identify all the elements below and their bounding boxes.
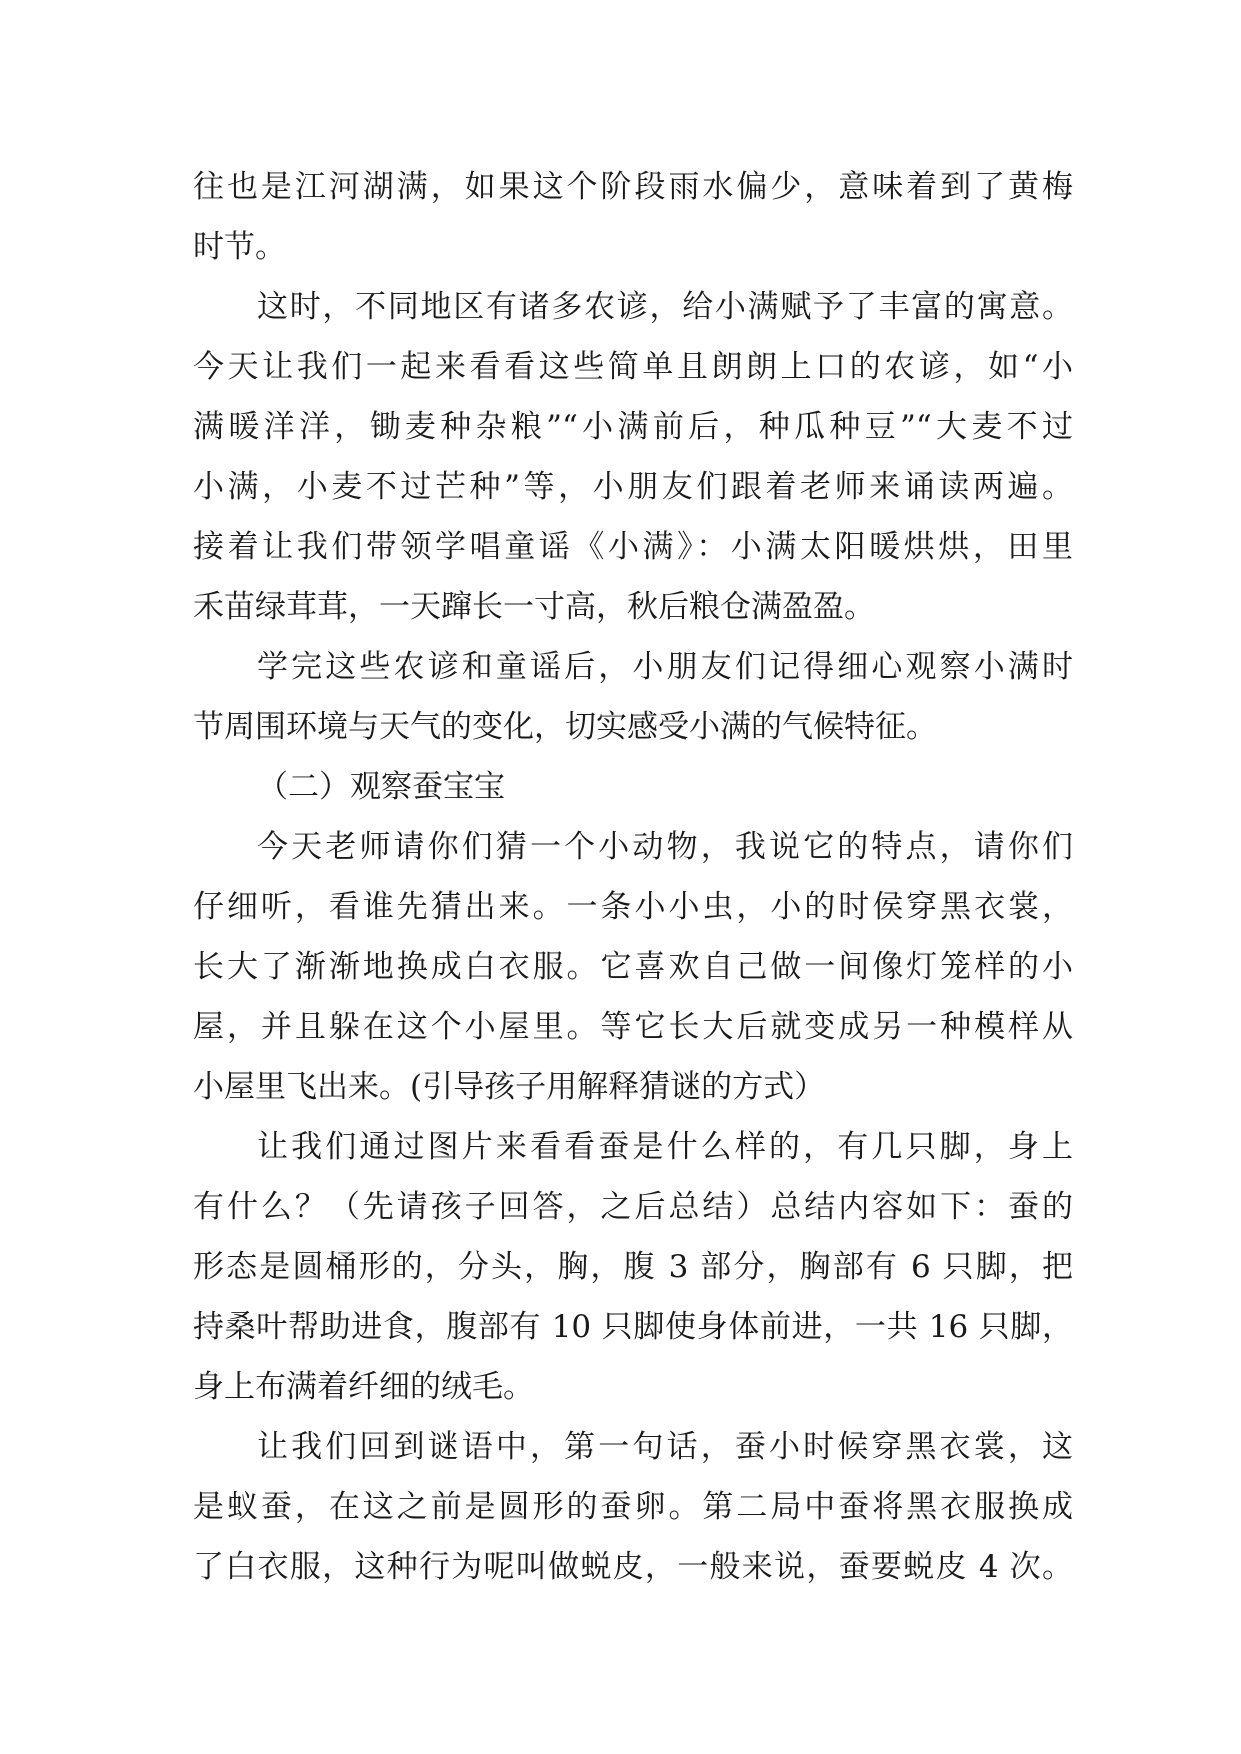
text-line: 让我们回到谜语中，第一句话，蚕小时候穿黑衣裳，这 [257, 1429, 1073, 1465]
text-line: 今天让我们一起来看看这些简单且朗朗上口的农谚，如“小 [193, 349, 1073, 385]
text-line: 屋，并且躲在这个小屋里。等它长大后就变成另一种模样从 [193, 1009, 1073, 1045]
text-line: 禾苗绿茸茸，一天蹿长一寸高，秋后粮仓满盈盈。 [193, 589, 875, 625]
text-line: 接着让我们带领学唱童谣《小满》：小满太阳暖烘烘，田里 [193, 529, 1073, 565]
text-line: 让我们通过图片来看看蚕是什么样的，有几只脚，身上 [257, 1129, 1073, 1165]
text-line: 满暖洋洋，锄麦种杂粮”“小满前后，种瓜种豆”“大麦不过 [193, 409, 1073, 445]
text-line: 今天老师请你们猜一个小动物，我说它的特点，请你们 [257, 829, 1073, 865]
text-line: 有什么？（先请孩子回答，之后总结）总结内容如下：蚕的 [193, 1189, 1073, 1225]
text-line: 时节。 [193, 229, 286, 265]
text-line: 身上布满着纤细的绒毛。 [193, 1369, 534, 1405]
text-line: 这时，不同地区有诸多农谚，给小满赋予了丰富的寓意。 [257, 289, 1073, 325]
document-body [193, 157, 1073, 1597]
text-line: 小屋里飞出来。(引导孩子用解释猜谜的方式） [193, 1069, 826, 1105]
text-line: 持桑叶帮助进食，腹部有 10 只脚使身体前进，一共 16 只脚， [193, 1309, 1073, 1345]
text-line: 形态是圆桶形的，分头，胸，腹 3 部分，胸部有 6 只脚，把 [193, 1249, 1073, 1285]
text-line: 小满，小麦不过芒种”等，小朋友们跟着老师来诵读两遍。 [193, 469, 1073, 505]
text-line: 往也是江河湖满，如果这个阶段雨水偏少，意味着到了黄梅 [193, 169, 1073, 205]
section-heading: （二）观察蚕宝宝 [257, 769, 505, 805]
text-line: 节周围环境与天气的变化，切实感受小满的气候特征。 [193, 709, 937, 745]
text-line: 长大了渐渐地换成白衣服。它喜欢自己做一间像灯笼样的小 [193, 949, 1073, 985]
text-line: 是蚁蚕，在这之前是圆形的蚕卵。第二局中蚕将黑衣服换成 [193, 1489, 1073, 1525]
text-line: 仔细听，看谁先猜出来。一条小小虫，小的时侯穿黑衣裳， [193, 889, 1073, 925]
text-line: 学完这些农谚和童谣后，小朋友们记得细心观察小满时 [257, 649, 1073, 685]
text-line: 了白衣服，这种行为呢叫做蜕皮，一般来说，蚕要蜕皮 4 次。 [193, 1549, 1073, 1585]
